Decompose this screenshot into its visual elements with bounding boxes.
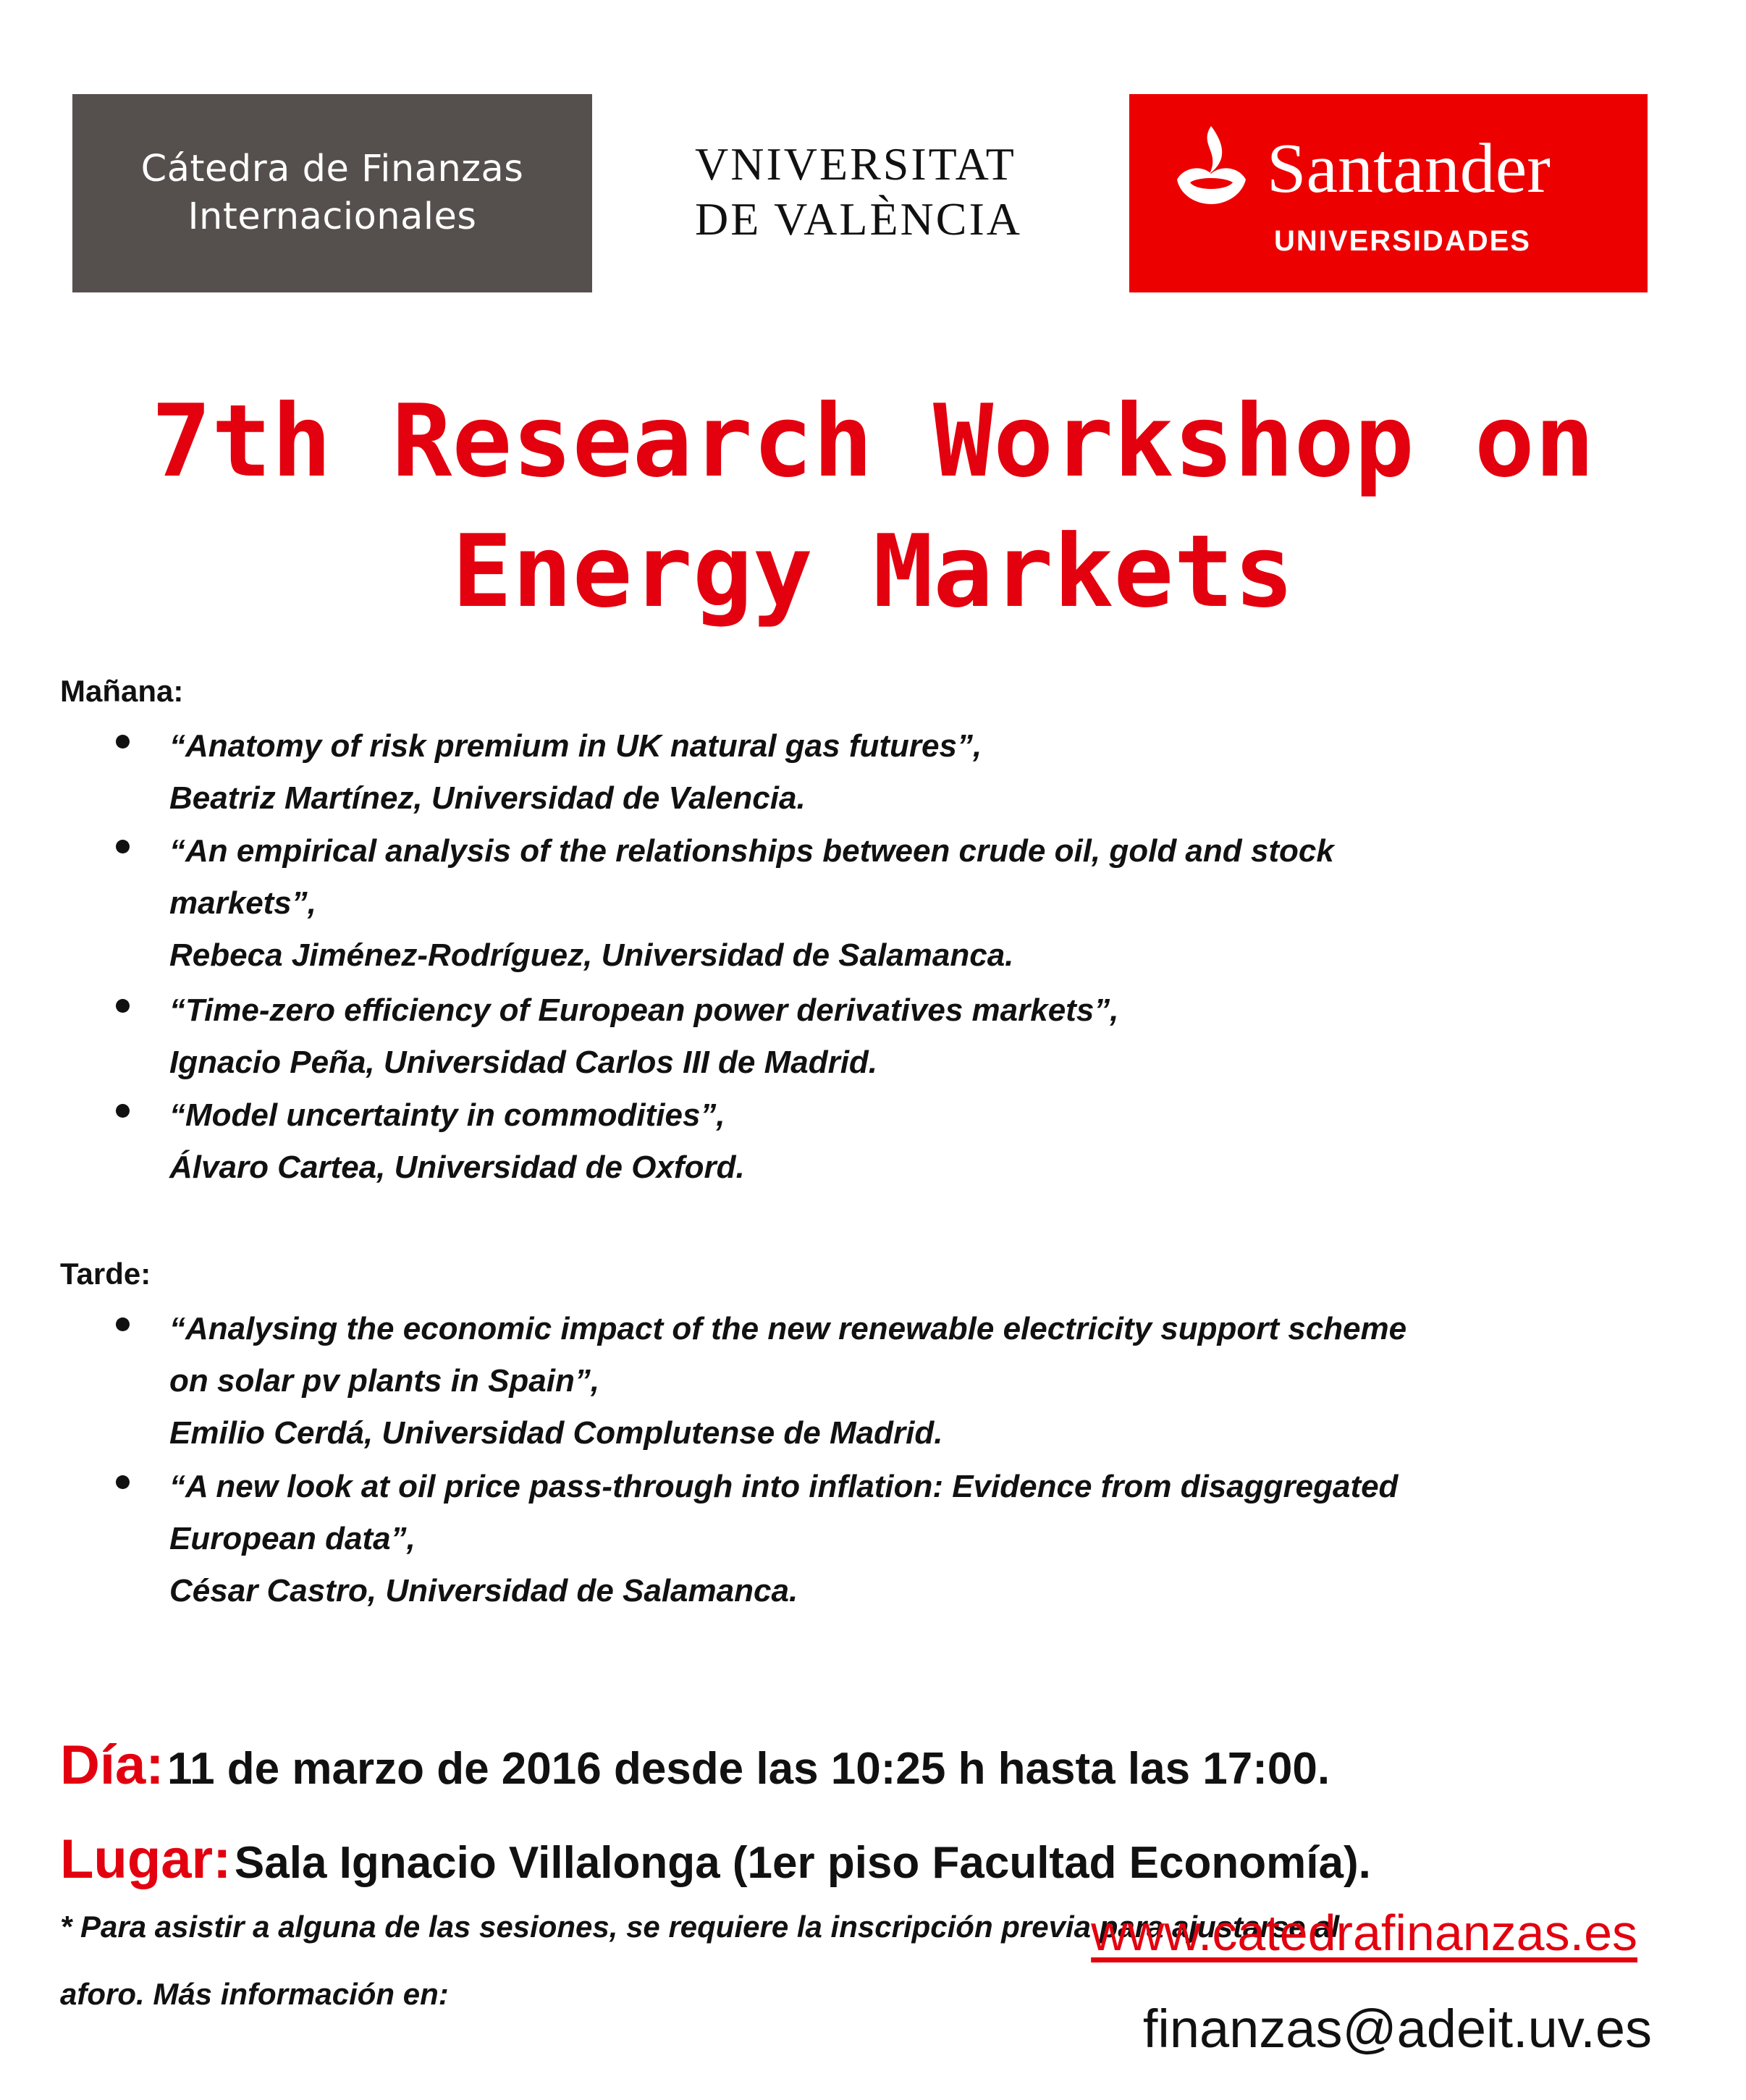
catedra-logo-line2: Internacionales [187,195,477,238]
date-value: 11 de marzo de 2016 desde las 10:25 h hasta las 17:00. [167,1744,1330,1794]
talk-author: César Castro, Universidad de Salamanca. [169,1573,798,1608]
bullet-icon [116,999,130,1013]
bullet-icon [116,1104,130,1118]
bullet-icon [116,840,130,853]
talk-title-cont: European data”, [169,1521,416,1556]
talk-author: Emilio Cerdá, Universidad Complutense de Madrid. [169,1415,943,1451]
place-value: Sala Ignacio Villalonga (1er piso Facultad Economía). [234,1838,1371,1888]
talk-title: “Analysing the economic impact of the new renewable electricity support scheme [169,1311,1407,1346]
talk-author: Ignacio Peña, Universidad Carlos III de Madrid. [169,1045,878,1080]
place-label: Lugar: [60,1829,232,1890]
bullet-icon [116,1317,130,1331]
universitat-logo-line2: DE VALÈNCIA [695,193,1022,245]
santander-flame-icon [1170,123,1253,217]
talk-title: “An empirical analysis of the relationships between crude oil, gold and stock [169,833,1334,869]
talk-title: “A new look at oil price pass-through into inflation: Evidence from disaggregated [169,1469,1399,1504]
list-item [116,720,1672,825]
morning-heading: Mañana: [60,674,184,708]
date-row [60,1734,1330,1797]
list-item [116,1303,1672,1459]
catedra-logo [72,94,592,292]
list-item [116,984,1672,1089]
talk-author: Álvaro Cartea, Universidad de Oxford. [169,1150,745,1185]
talk-title-cont: markets”, [169,885,317,921]
date-label: Día: [60,1734,164,1796]
contact-email[interactable]: finanzas@adeit.uv.es [1142,1999,1652,2059]
list-item [116,1461,1672,1617]
universitat-valencia-logo [695,138,1024,246]
title-line2: Energy Markets [452,513,1294,630]
title-line1: 7th Research Workshop on [151,383,1595,499]
talk-title: “Model uncertainty in commodities”, [169,1097,725,1133]
afternoon-heading: Tarde: [60,1257,151,1291]
talk-title: “Time-zero efficiency of European power derivatives markets”, [169,992,1119,1028]
list-item [116,1089,1672,1194]
list-item [116,825,1672,982]
registration-note-cont: aforo. Más información en: [60,1977,449,2011]
santander-logo [1129,94,1648,292]
santander-brand-text: Santander [1267,130,1551,208]
talk-title: “Anatomy of risk premium in UK natural gas futures”, [169,728,982,764]
page-title [0,376,1746,637]
registration-note: * Para asistir a alguna de las sesiones, se requiere la inscripción previa para ajustarse al [60,1910,1340,1944]
talk-author: Beatriz Martínez, Universidad de Valencia. [169,780,806,816]
talk-author: Rebeca Jiménez-Rodríguez, Universidad de Salamanca. [169,937,1014,973]
catedra-logo-line1: Cátedra de Finanzas [140,148,524,190]
website-link[interactable]: www.catedrafinanzas.es [1091,1905,1637,1961]
bullet-icon [116,1475,130,1489]
santander-subtitle: UNIVERSIDADES [1274,225,1531,257]
bullet-icon [116,735,130,749]
talk-title-cont: on solar pv plants in Spain”, [169,1363,600,1399]
place-row [60,1828,1371,1891]
universitat-logo-line1: VNIVERSITAT [695,138,1016,190]
